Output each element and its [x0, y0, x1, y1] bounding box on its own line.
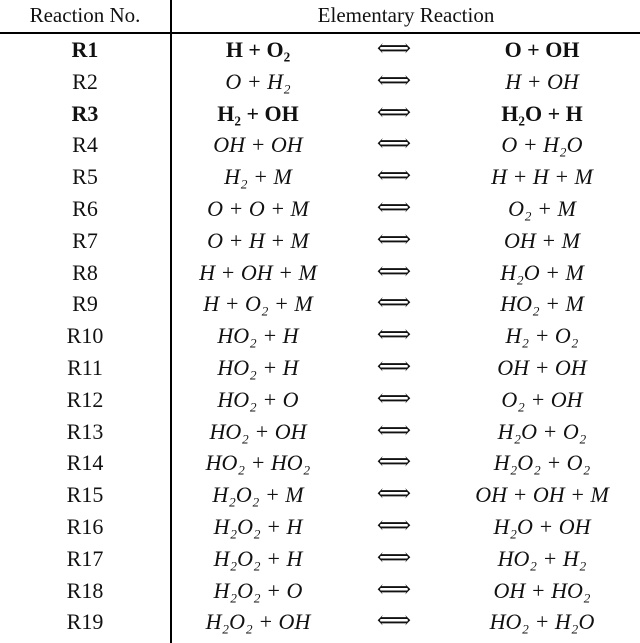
reactants: H₂O₂ + H — [213, 545, 303, 571]
reactants: HO₂ + H — [217, 354, 299, 380]
reaction-id: R4 — [72, 132, 98, 158]
products: H₂O + M — [500, 259, 584, 285]
table-row — [0, 161, 640, 193]
reaction-id: R10 — [66, 323, 104, 349]
reaction-id: R11 — [67, 354, 103, 380]
reaction-id: R17 — [66, 545, 104, 571]
table-row — [0, 193, 640, 225]
reaction-id: R6 — [72, 195, 98, 221]
reactants: H + O₂ — [225, 37, 291, 62]
table-row — [0, 575, 640, 607]
equilibrium-arrow: ⟺ — [376, 290, 412, 317]
reactants: HO₂ + HO₂ — [205, 450, 311, 476]
table-row — [0, 66, 640, 98]
products: HO₂ + M — [500, 291, 584, 317]
reaction-id: R12 — [66, 386, 104, 412]
reactants: HO₂ + H — [217, 323, 299, 349]
reaction-id: R15 — [66, 482, 104, 508]
reaction-id: R14 — [66, 450, 104, 476]
products: O₂ + OH — [501, 386, 583, 412]
table-row — [0, 606, 640, 638]
products: H₂O + OH — [493, 513, 591, 539]
reactants: O + H + M — [207, 227, 309, 253]
table-row — [0, 416, 640, 448]
reaction-id: R19 — [66, 609, 104, 635]
reaction-id: R3 — [71, 100, 99, 126]
table-row — [0, 129, 640, 161]
equilibrium-arrow: ⟺ — [376, 36, 412, 62]
equilibrium-arrow: ⟺ — [376, 99, 412, 126]
equilibrium-arrow: ⟺ — [376, 163, 412, 190]
reaction-id: R16 — [66, 513, 104, 539]
table-row — [0, 511, 640, 543]
equilibrium-arrow: ⟺ — [376, 258, 412, 285]
reactants: H₂O₂ + OH — [205, 609, 311, 635]
header-elementary-reaction: Elementary Reaction — [317, 3, 495, 27]
products: H₂O₂ + O₂ — [493, 450, 591, 476]
table-body — [0, 34, 640, 638]
reactants: HO₂ + OH — [209, 418, 307, 444]
equilibrium-arrow: ⟺ — [376, 131, 412, 158]
products: H₂ + O₂ — [505, 323, 579, 349]
equilibrium-arrow: ⟺ — [376, 226, 412, 253]
equilibrium-arrow: ⟺ — [376, 353, 412, 380]
products: OH + M — [504, 227, 580, 253]
reactants: H₂ + M — [224, 164, 292, 190]
equilibrium-arrow: ⟺ — [376, 544, 412, 571]
reaction-id: R1 — [71, 37, 99, 62]
reactants: H₂O₂ + H — [213, 513, 303, 539]
products: O + OH — [504, 37, 580, 62]
table-row — [0, 98, 640, 130]
equilibrium-arrow: ⟺ — [376, 576, 412, 603]
products: H + H + M — [491, 164, 593, 190]
reactants: H + OH + M — [199, 259, 317, 285]
table-row — [0, 288, 640, 320]
table-row — [0, 384, 640, 416]
reactants: O + H₂ — [225, 68, 291, 94]
table-row — [0, 352, 640, 384]
equilibrium-arrow: ⟺ — [376, 449, 412, 476]
products: O + H₂O — [501, 132, 583, 158]
products: HO₂ + H₂ — [497, 545, 587, 571]
products: OH + OH — [497, 354, 587, 380]
equilibrium-arrow: ⟺ — [376, 322, 412, 349]
reaction-id: R18 — [66, 577, 104, 603]
reaction-id: R2 — [72, 68, 98, 94]
equilibrium-arrow: ⟺ — [376, 417, 412, 444]
reaction-id: R9 — [72, 291, 98, 317]
reactants: OH + OH — [213, 132, 303, 158]
header-reaction-no: Reaction No. — [29, 3, 141, 27]
reaction-id: R13 — [66, 418, 104, 444]
reactants: HO₂ + O — [217, 386, 299, 412]
equilibrium-arrow: ⟺ — [376, 385, 412, 412]
products: H + OH — [505, 68, 579, 94]
products: H₂O + H — [501, 100, 583, 126]
equilibrium-arrow: ⟺ — [376, 194, 412, 221]
table-row — [0, 257, 640, 289]
products: HO₂ + H₂O — [489, 609, 595, 635]
table-row — [0, 543, 640, 575]
equilibrium-arrow: ⟺ — [376, 67, 412, 94]
equilibrium-arrow: ⟺ — [376, 481, 412, 508]
table-row — [0, 34, 640, 66]
table-row — [0, 447, 640, 479]
equilibrium-arrow: ⟺ — [376, 608, 412, 635]
reactants: H + O₂ + M — [203, 291, 313, 317]
reaction-id: R7 — [72, 227, 98, 253]
table-row — [0, 225, 640, 257]
table-row — [0, 320, 640, 352]
table-row — [0, 479, 640, 511]
reaction-id: R8 — [72, 259, 98, 285]
products: H₂O + O₂ — [497, 418, 587, 444]
equilibrium-arrow: ⟺ — [376, 512, 412, 539]
reactants: H₂ + OH — [217, 100, 299, 126]
products: O₂ + M — [508, 195, 576, 221]
products: OH + HO₂ — [493, 577, 591, 603]
reactants: O + O + M — [207, 195, 309, 221]
reactants: H₂O₂ + M — [212, 482, 304, 508]
products: OH + OH + M — [475, 482, 609, 508]
reactants: H₂O₂ + O — [213, 577, 303, 603]
reaction-id: R5 — [72, 164, 98, 190]
